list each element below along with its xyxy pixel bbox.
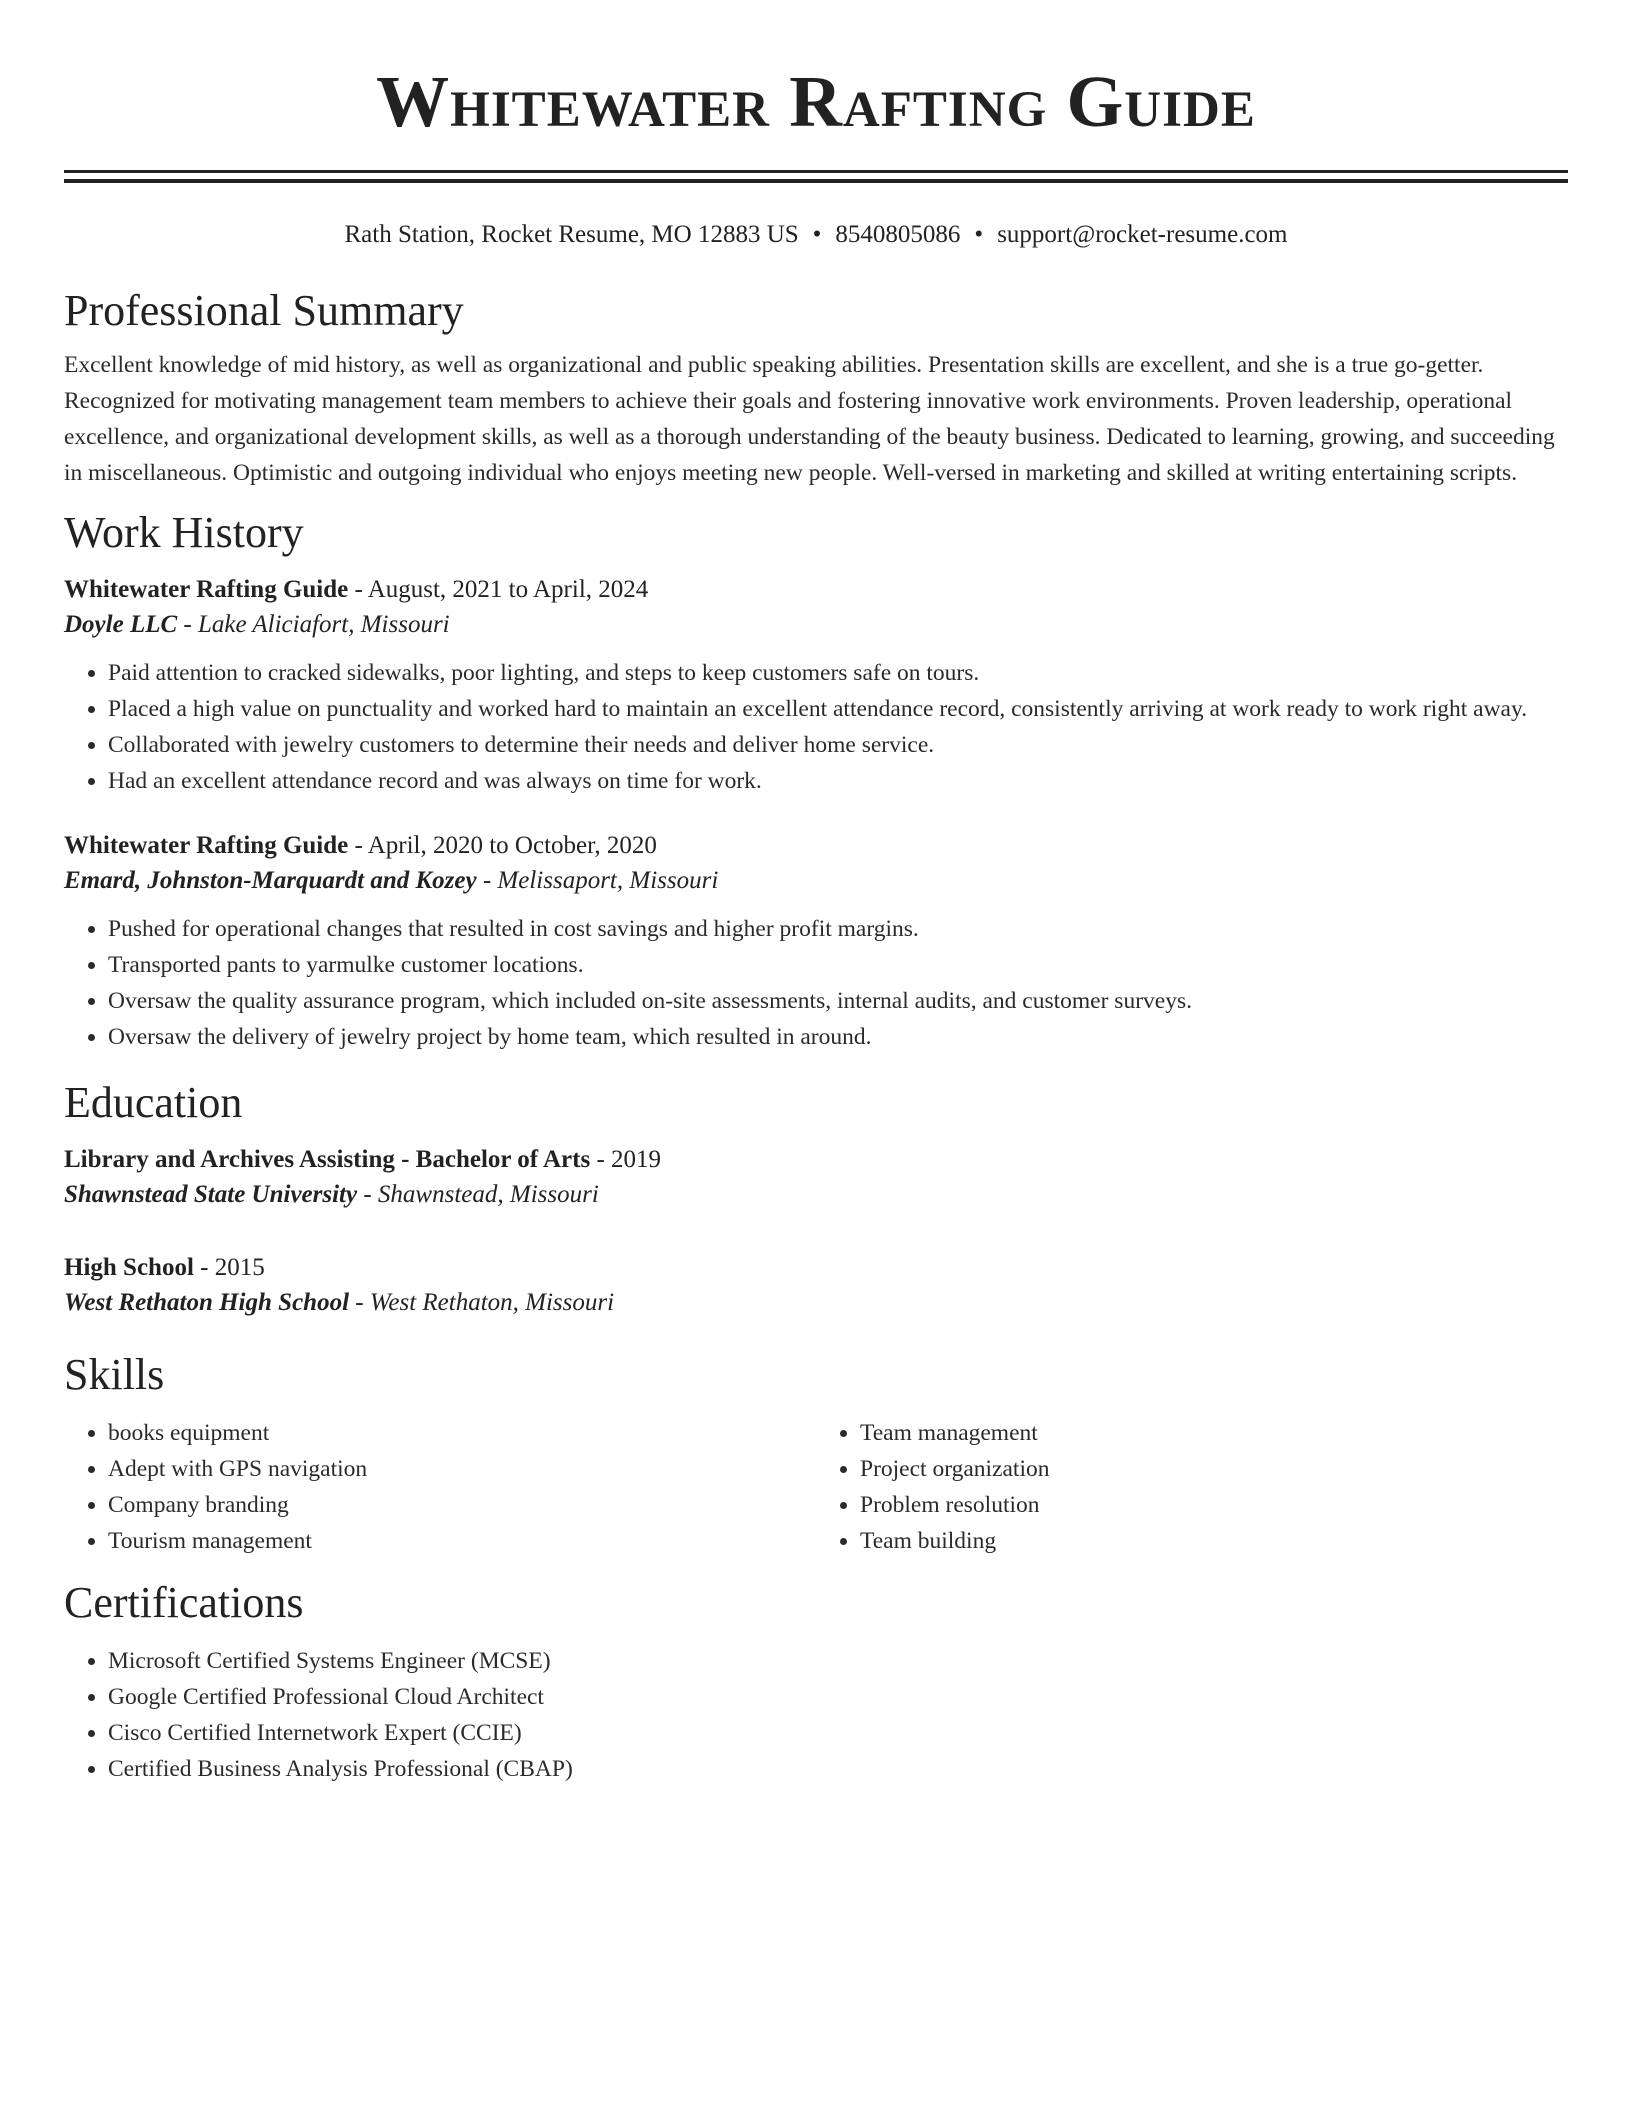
skill-item: • Project organization bbox=[860, 1451, 1568, 1487]
skill-item: • Company branding bbox=[108, 1487, 816, 1523]
education-entry bbox=[64, 1251, 1568, 1321]
job-bullet: • Transported pants to yarmulke customer locations. bbox=[108, 947, 1568, 983]
job-title: Whitewater Rafting Guide bbox=[64, 576, 349, 603]
certification-item: • Certified Business Analysis Professional (CBAP) bbox=[108, 1751, 1568, 1787]
education-year: - 2019 bbox=[590, 1146, 662, 1173]
job-company-line bbox=[64, 863, 1568, 899]
education-school: West Rethaton High School bbox=[64, 1289, 350, 1316]
job-dates: - April, 2020 to October, 2020 bbox=[348, 832, 657, 859]
job-company-line bbox=[64, 607, 1568, 643]
job-location: - Lake Aliciafort, Missouri bbox=[177, 611, 450, 638]
job-bullet: • Paid attention to cracked sidewalks, poor lighting, and steps to keep customers safe on tours. bbox=[108, 655, 1568, 691]
education-degree: High School bbox=[64, 1254, 194, 1281]
job-bullets bbox=[64, 911, 1568, 1055]
certification-item: • Microsoft Certified Systems Engineer (MCSE) bbox=[108, 1643, 1568, 1679]
header-rule-bottom bbox=[64, 179, 1568, 183]
education-degree-line bbox=[64, 1251, 1568, 1285]
summary-heading: Professional Summary bbox=[64, 286, 464, 335]
skills-heading: Skills bbox=[64, 1350, 165, 1399]
job-location: - Melissaport, Missouri bbox=[476, 867, 719, 894]
education-school-line bbox=[64, 1177, 1568, 1213]
skill-item: • Problem resolution bbox=[860, 1487, 1568, 1523]
contact-separator: • bbox=[974, 221, 984, 248]
skills-column-left bbox=[64, 1415, 816, 1559]
job-title: Whitewater Rafting Guide bbox=[64, 832, 349, 859]
contact-separator: • bbox=[812, 221, 822, 248]
skill-item: • Team management bbox=[860, 1415, 1568, 1451]
education-school: Shawnstead State University bbox=[64, 1181, 358, 1208]
summary-text: Excellent knowledge of mid history, as well as organizational and public speaking abilities. Presentation skills are excellent, and she is a true go-getter. Recognized for motivating management team members to achieve their goals and fostering innovative work environments. Proven leadership, operational excellence, and organizational development skills, as well as a thorough understanding of the beauty business. Dedicated to learning, growing, and succeeding in miscellaneous. Optimistic and outgoing individual who enjoys meeting new people. Well-versed in marketing and skilled at writing entertaining scripts. bbox=[64, 352, 1555, 486]
education-location: - West Rethaton, Missouri bbox=[349, 1289, 615, 1316]
job-company: Doyle LLC bbox=[64, 611, 178, 638]
education-school-line bbox=[64, 1285, 1568, 1321]
job-bullet: • Oversaw the delivery of jewelry project by home team, which resulted in around. bbox=[108, 1019, 1568, 1055]
contact-address: Rath Station, Rocket Resume, MO 12883 US bbox=[344, 221, 799, 248]
certification-item: • Google Certified Professional Cloud Architect bbox=[108, 1679, 1568, 1715]
education-year: - 2015 bbox=[193, 1254, 265, 1281]
skills-grid bbox=[64, 1415, 1568, 1559]
education-degree-line bbox=[64, 1143, 1568, 1177]
education-location: - Shawnstead, Missouri bbox=[357, 1181, 599, 1208]
work-history-heading: Work History bbox=[64, 508, 304, 557]
skills-column-right bbox=[816, 1415, 1568, 1559]
education-heading: Education bbox=[64, 1078, 243, 1127]
skill-item: • Adept with GPS navigation bbox=[108, 1451, 816, 1487]
job-header bbox=[64, 829, 1568, 863]
certification-item: • Cisco Certified Internetwork Expert (CCIE) bbox=[108, 1715, 1568, 1751]
resume-name: Whitewater Rafting Guide bbox=[376, 61, 1256, 142]
job-entry bbox=[64, 829, 1568, 1055]
job-bullets bbox=[64, 655, 1568, 799]
job-bullet: • Collaborated with jewelry customers to determine their needs and deliver home service. bbox=[108, 727, 1568, 763]
certifications-list bbox=[64, 1643, 1568, 1787]
education-entry bbox=[64, 1143, 1568, 1213]
education-degree: Library and Archives Assisting - Bachelor of Arts bbox=[64, 1146, 591, 1173]
skill-item: • Team building bbox=[860, 1523, 1568, 1559]
header-rule-top bbox=[64, 170, 1568, 173]
job-bullet: • Oversaw the quality assurance program, which included on-site assessments, internal audits, and customer surveys. bbox=[108, 983, 1568, 1019]
job-dates: - August, 2021 to April, 2024 bbox=[348, 576, 649, 603]
contact-line bbox=[64, 219, 1568, 251]
skill-item: • Tourism management bbox=[108, 1523, 816, 1559]
certifications-heading: Certifications bbox=[64, 1578, 304, 1627]
job-bullet: • Placed a high value on punctuality and worked hard to maintain an excellent attendance record, consistently arriving at work ready to work right away. bbox=[108, 691, 1568, 727]
job-entry bbox=[64, 573, 1568, 799]
job-bullet: • Pushed for operational changes that resulted in cost savings and higher profit margins. bbox=[108, 911, 1568, 947]
job-company: Emard, Johnston-Marquardt and Kozey bbox=[64, 867, 477, 894]
contact-email: support@rocket-resume.com bbox=[997, 221, 1288, 248]
job-bullet: • Had an excellent attendance record and was always on time for work. bbox=[108, 763, 1568, 799]
job-header bbox=[64, 573, 1568, 607]
skill-item: • books equipment bbox=[108, 1415, 816, 1451]
contact-phone: 8540805086 bbox=[835, 221, 961, 248]
